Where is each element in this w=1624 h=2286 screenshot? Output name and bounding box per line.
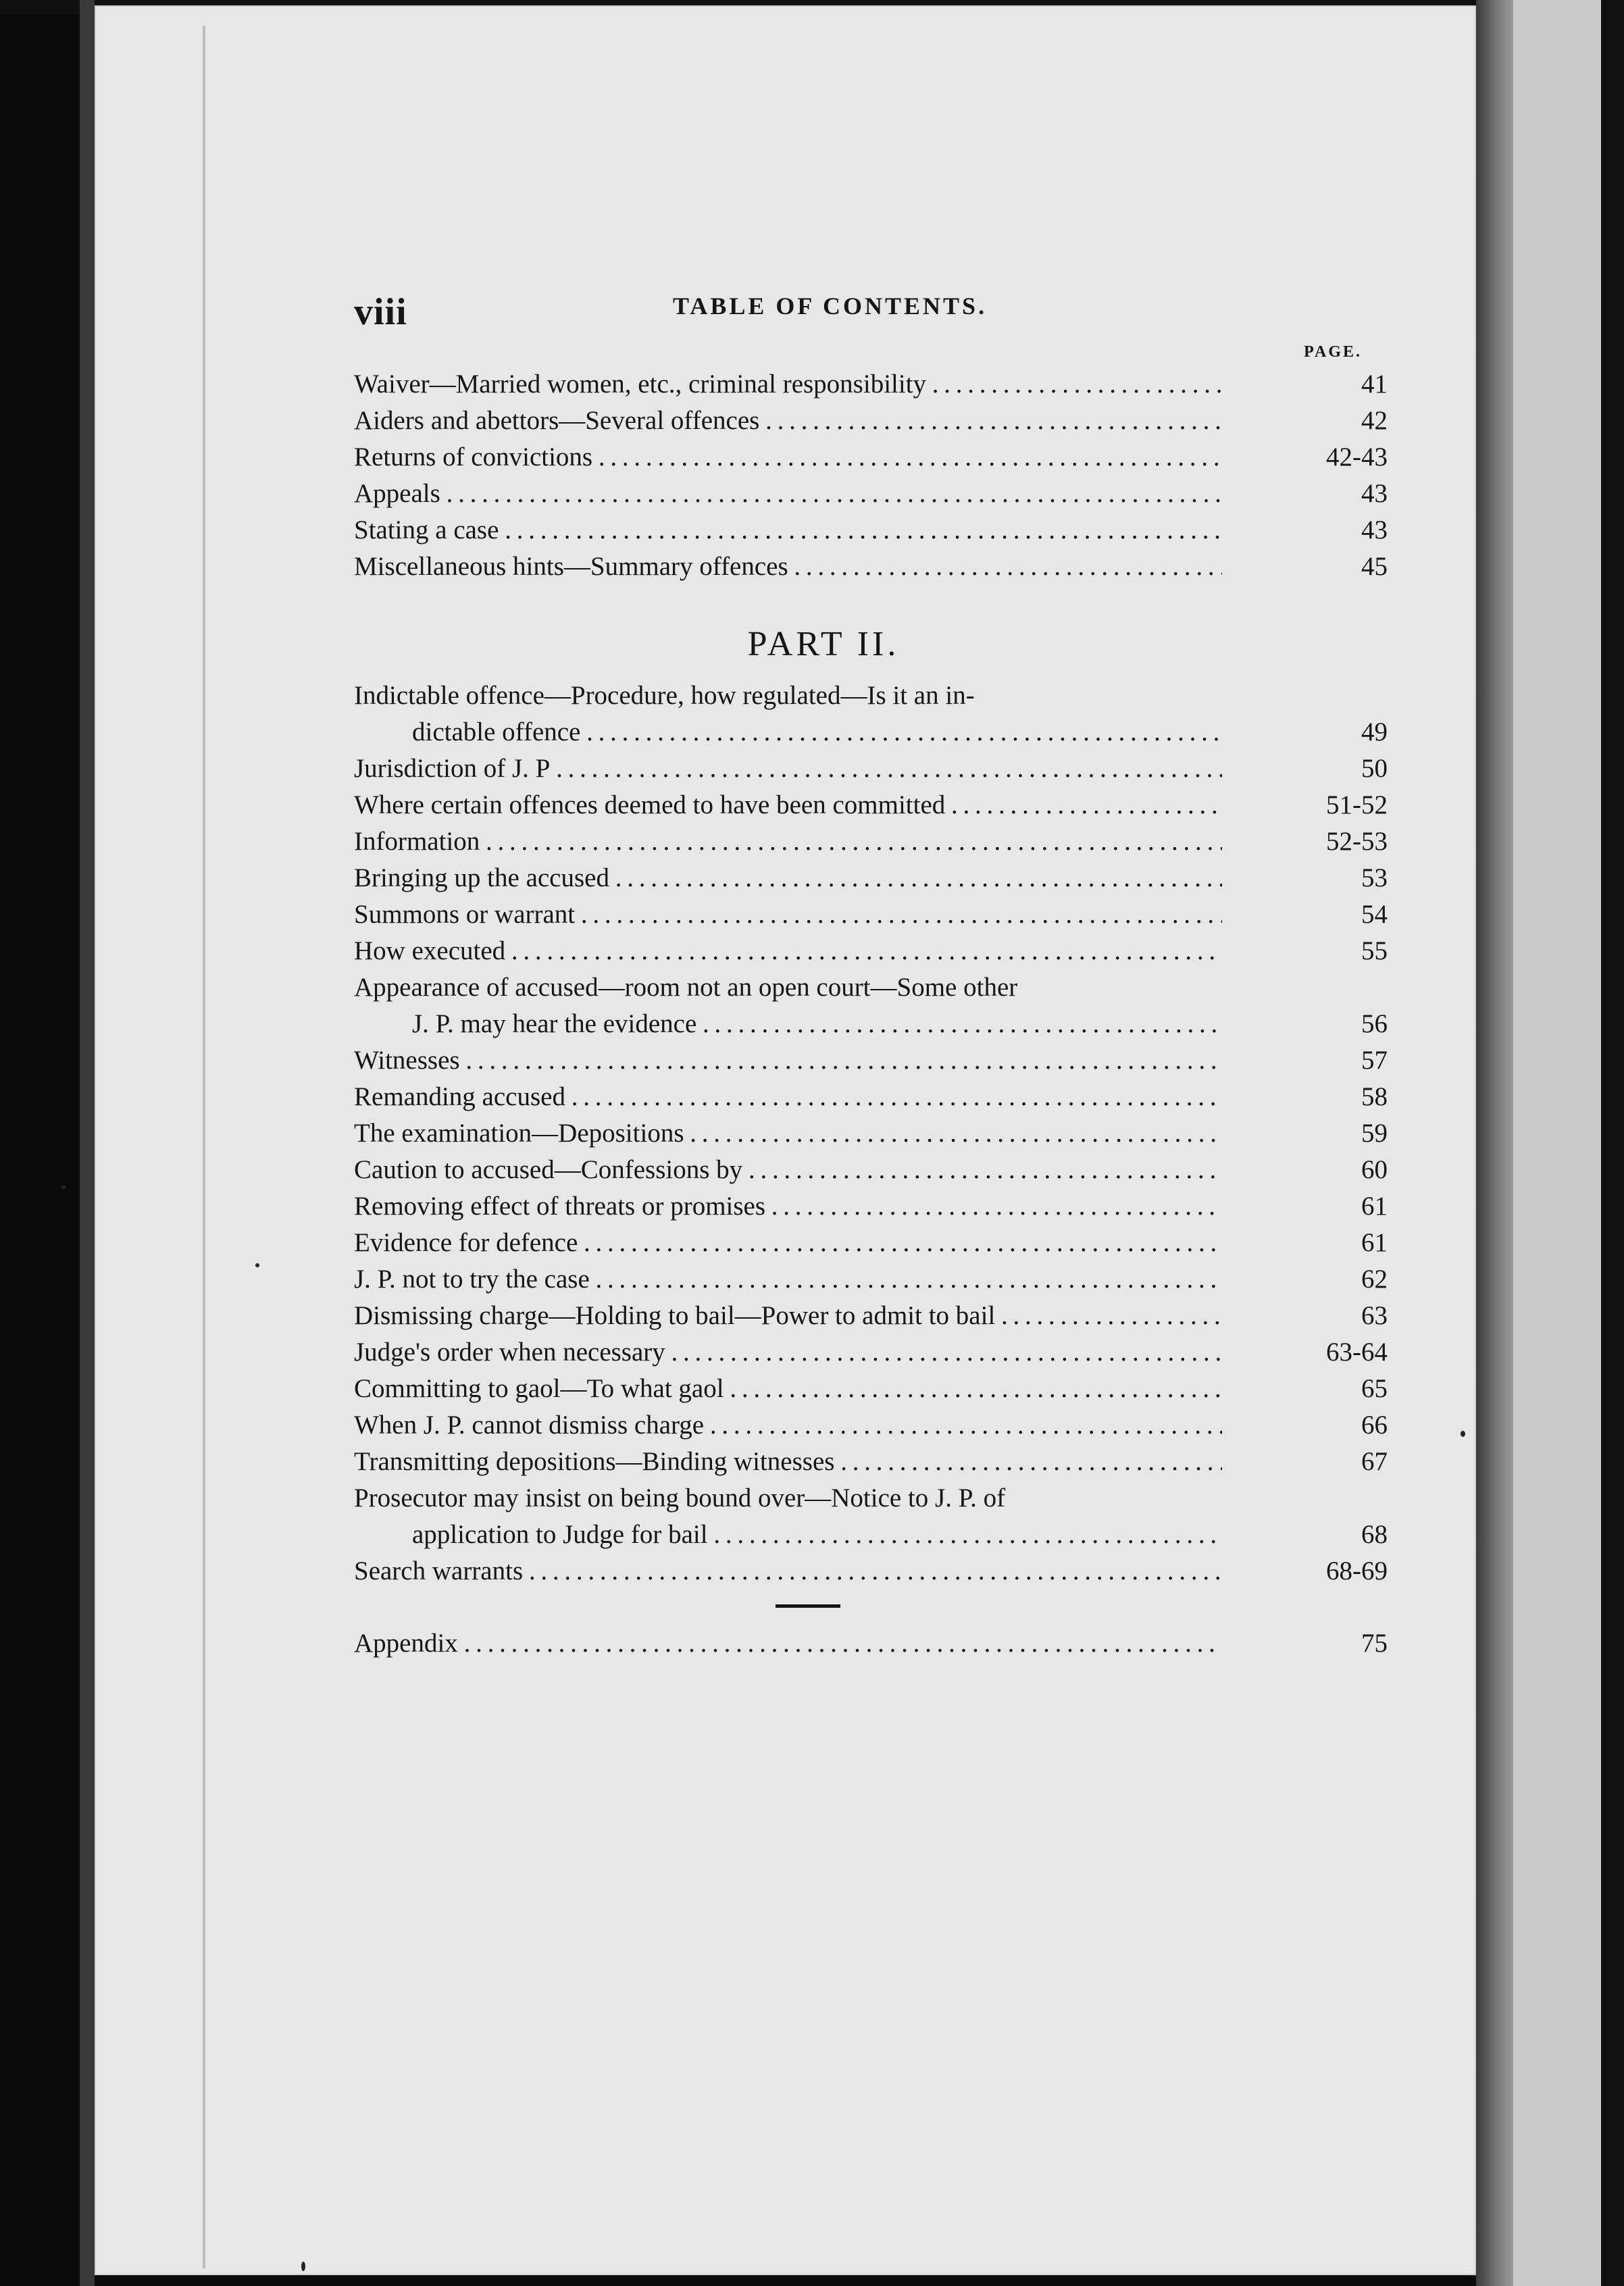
toc-entry [354,1042,1388,1079]
entry-title: Returns of convictions . . . [354,439,1222,476]
entry-page: 68-69 [1326,1556,1388,1585]
toc-entry [354,1079,1388,1115]
entry-title: Waiver—Married women, etc., criminal responsibility . . . [354,366,1222,403]
page-header [354,270,1388,333]
entry-title: How executed . . . [354,933,1222,969]
toc-entry [354,403,1388,439]
toc-entry [354,1152,1388,1188]
entry-page: 67 [1361,1447,1388,1476]
scan-speck [301,2262,305,2271]
entry-page: 42 [1361,406,1388,435]
part-two-heading: PART II. [747,625,900,663]
entry-title: Search warrants . . . [354,1553,1222,1590]
toc-entry [354,860,1388,896]
section-divider [776,1604,840,1608]
entry-title: Stating a case . . . [354,512,1222,549]
part-one-entries [354,366,1388,585]
entry-page: 66 [1361,1411,1388,1440]
toc-entry [354,1444,1388,1480]
toc-entry [354,1371,1388,1407]
adjacent-page-edge [1513,0,1601,2286]
entry-title: Committing to gaol—To what gaol . . . [354,1371,1222,1407]
toc-entry [354,969,1388,1042]
entry-title: Judge's order when necessary . . . [354,1334,1222,1371]
entry-page: 59 [1361,1119,1388,1148]
entry-page: 45 [1361,552,1388,581]
entry-page: 43 [1361,479,1388,508]
scan-left-border [80,0,95,2286]
entry-page: 53 [1361,863,1388,892]
entry-title: Evidence for defence . . . [354,1225,1222,1261]
toc-entry [354,366,1388,403]
entry-title: Where certain offences deemed to have been committed . . . [354,787,1222,823]
toc-entry [354,1115,1388,1152]
toc-entry [354,787,1388,823]
entry-title-line2: application to Judge for bail . . . [412,1517,1222,1553]
entry-title: Remanding accused . . . [354,1079,1222,1115]
toc-entry [354,512,1388,549]
toc-entry [354,933,1388,969]
toc-entry [354,549,1388,585]
entry-title: Appendix . . . [354,1625,1222,1662]
table-of-contents [354,270,1388,1662]
page-number: viii [354,291,407,333]
entry-page: 43 [1361,515,1388,544]
entry-title-line1: Indictable offence—Procedure, how regulated—Is it an in- [354,681,975,710]
entry-title-line1: Prosecutor may insist on being bound over—Notice to J. P. of [354,1483,1006,1513]
book-gutter-shadow [1476,0,1513,2286]
entry-title: J. P. not to try the case . . . [354,1261,1222,1298]
entry-title: Jurisdiction of J. P . . . [354,751,1222,787]
scan-right-border [1601,0,1624,2286]
running-title: TABLE OF CONTENTS. [673,293,988,320]
entry-page: 50 [1361,754,1388,783]
entry-page: 60 [1361,1155,1388,1184]
entry-page: 58 [1361,1082,1388,1111]
entry-page: 61 [1361,1192,1388,1221]
toc-entry [354,751,1388,787]
scan-speck [61,1186,66,1189]
toc-entry [354,678,1388,751]
scan-speck [1461,1431,1465,1437]
toc-entry [354,476,1388,512]
entry-title: Bringing up the accused . . . [354,860,1222,896]
entry-page: 41 [1361,370,1388,399]
entry-title: Transmitting depositions—Binding witnesses . . . [354,1444,1222,1480]
toc-entry [354,823,1388,860]
entry-title: Appeals . . . [354,476,1222,512]
entry-page: 62 [1361,1265,1388,1294]
toc-entry [354,1553,1388,1590]
entry-title: Summons or warrant . . . [354,896,1222,933]
toc-entry [354,1334,1388,1371]
toc-entry [354,1298,1388,1334]
entry-title: Dismissing charge—Holding to bail—Power to admit to bail . . . [354,1298,1222,1334]
entry-page: 52-53 [1326,827,1388,856]
entry-page: 68 [1361,1520,1388,1549]
entry-title: The examination—Depositions . . . [354,1115,1222,1152]
page-column-label: PAGE. [1304,343,1362,361]
entry-title: Witnesses . . . [354,1042,1222,1079]
scan-speck [255,1263,259,1267]
entry-page: 63 [1361,1301,1388,1330]
entry-page: 65 [1361,1374,1388,1403]
entry-title-line2: J. P. may hear the evidence . . . [412,1006,1222,1042]
entry-page: 55 [1361,936,1388,965]
entry-page: 54 [1361,900,1388,929]
entry-title: When J. P. cannot dismiss charge . . . [354,1407,1222,1444]
entry-title: Removing effect of threats or promises . . . [354,1188,1222,1225]
entry-title: Caution to accused—Confessions by . . . [354,1152,1222,1188]
entry-title-line1: Appearance of accused—room not an open court—Some other [354,973,1018,1002]
entry-title: Miscellaneous hints—Summary offences . . . [354,549,1222,585]
entry-title: Aiders and abettors—Several offences . . . [354,403,1222,439]
appendix-entry [354,1625,1388,1662]
page-column-header [354,324,1388,366]
toc-entry [354,1480,1388,1553]
entry-title-line2: dictable offence . . . [412,714,1222,751]
entry-title: Information . . . [354,823,1222,860]
toc-entry [354,1225,1388,1261]
entry-page: 56 [1361,1009,1388,1038]
entry-page: 51-52 [1326,790,1388,819]
entry-page: 63-64 [1326,1338,1388,1367]
toc-entry [354,1407,1388,1444]
entry-page: 57 [1361,1046,1388,1075]
toc-entry [354,896,1388,933]
page-inner-edge [203,26,205,2268]
toc-entry [354,1188,1388,1225]
entry-page: 75 [1361,1629,1388,1658]
part-two-entries [354,678,1388,1590]
entry-page: 49 [1361,717,1388,746]
toc-entry [354,1261,1388,1298]
entry-page: 42-43 [1326,442,1388,472]
entry-page: 61 [1361,1228,1388,1257]
toc-entry [354,439,1388,476]
